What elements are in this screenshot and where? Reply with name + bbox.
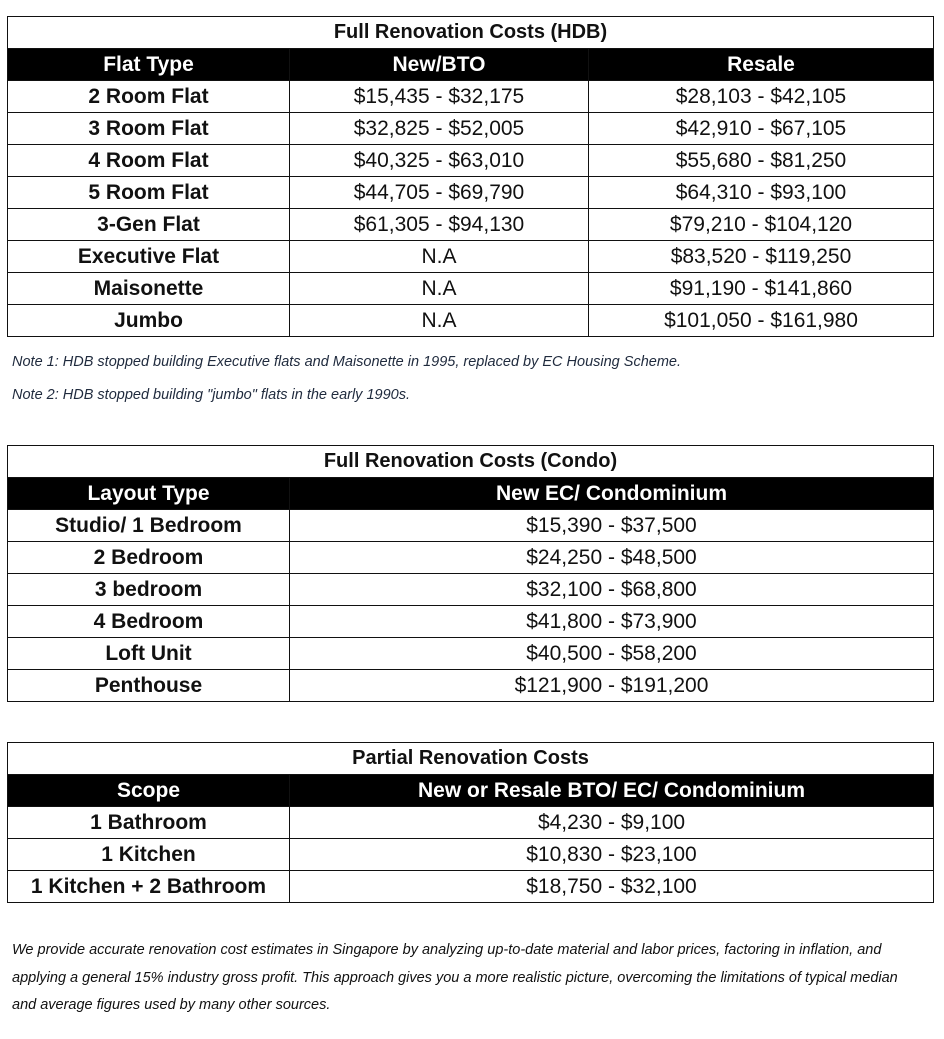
new-bto-cost-cell: $61,305 - $94,130: [290, 209, 589, 241]
scope-cell: 1 Bathroom: [8, 807, 290, 839]
resale-cost-cell: $101,050 - $161,980: [589, 305, 934, 337]
resale-cost-cell: $28,103 - $42,105: [589, 81, 934, 113]
partial-table-title: Partial Renovation Costs: [8, 743, 934, 775]
hdb-cost-table: [7, 16, 934, 337]
partial-cost-cell: $10,830 - $23,100: [290, 839, 934, 871]
condo-header-new-ec: New EC/ Condominium: [290, 478, 934, 510]
table-row: [8, 273, 934, 305]
table-row: [8, 574, 934, 606]
hdb-header-resale: Resale: [589, 49, 934, 81]
table-row: [8, 177, 934, 209]
condo-cost-table: [7, 445, 934, 702]
flat-type-cell: 3 Room Flat: [8, 113, 290, 145]
layout-type-cell: Studio/ 1 Bedroom: [8, 510, 290, 542]
new-bto-cost-cell: N.A: [290, 273, 589, 305]
new-bto-cost-cell: N.A: [290, 241, 589, 273]
partial-cost-cell: $4,230 - $9,100: [290, 807, 934, 839]
partial-cost-cell: $18,750 - $32,100: [290, 871, 934, 903]
resale-cost-cell: $79,210 - $104,120: [589, 209, 934, 241]
condo-cost-cell: $32,100 - $68,800: [290, 574, 934, 606]
new-bto-cost-cell: N.A: [290, 305, 589, 337]
condo-table-title: Full Renovation Costs (Condo): [8, 446, 934, 478]
table-row: [8, 542, 934, 574]
flat-type-cell: Jumbo: [8, 305, 290, 337]
resale-cost-cell: $55,680 - $81,250: [589, 145, 934, 177]
layout-type-cell: 4 Bedroom: [8, 606, 290, 638]
table-row: [8, 871, 934, 903]
table-row: [8, 145, 934, 177]
partial-header-scope: Scope: [8, 775, 290, 807]
hdb-note-1: Note 1: HDB stopped building Executive flats and Maisonette in 1995, replaced by EC Housing Scheme.: [12, 354, 681, 370]
new-bto-cost-cell: $32,825 - $52,005: [290, 113, 589, 145]
table-row: [8, 81, 934, 113]
table-row: [8, 839, 934, 871]
hdb-header-flat-type: Flat Type: [8, 49, 290, 81]
table-row: [8, 113, 934, 145]
resale-cost-cell: $64,310 - $93,100: [589, 177, 934, 209]
flat-type-cell: 3-Gen Flat: [8, 209, 290, 241]
condo-cost-cell: $41,800 - $73,900: [290, 606, 934, 638]
table-row: [8, 638, 934, 670]
condo-cost-cell: $40,500 - $58,200: [290, 638, 934, 670]
scope-cell: 1 Kitchen + 2 Bathroom: [8, 871, 290, 903]
table-row: [8, 305, 934, 337]
table-row: [8, 209, 934, 241]
table-row: [8, 807, 934, 839]
flat-type-cell: Maisonette: [8, 273, 290, 305]
table-row: [8, 606, 934, 638]
new-bto-cost-cell: $44,705 - $69,790: [290, 177, 589, 209]
flat-type-cell: 2 Room Flat: [8, 81, 290, 113]
partial-cost-table: [7, 742, 934, 903]
scope-cell: 1 Kitchen: [8, 839, 290, 871]
new-bto-cost-cell: $40,325 - $63,010: [290, 145, 589, 177]
table-row: [8, 670, 934, 702]
condo-cost-cell: $24,250 - $48,500: [290, 542, 934, 574]
new-bto-cost-cell: $15,435 - $32,175: [290, 81, 589, 113]
partial-header-property: New or Resale BTO/ EC/ Condominium: [290, 775, 934, 807]
resale-cost-cell: $42,910 - $67,105: [589, 113, 934, 145]
hdb-note-2: Note 2: HDB stopped building "jumbo" flats in the early 1990s.: [12, 387, 410, 403]
resale-cost-cell: $91,190 - $141,860: [589, 273, 934, 305]
resale-cost-cell: $83,520 - $119,250: [589, 241, 934, 273]
condo-cost-cell: $15,390 - $37,500: [290, 510, 934, 542]
flat-type-cell: 5 Room Flat: [8, 177, 290, 209]
layout-type-cell: 2 Bedroom: [8, 542, 290, 574]
layout-type-cell: 3 bedroom: [8, 574, 290, 606]
methodology-footnote: We provide accurate renovation cost estimates in Singapore by analyzing up-to-date material and labor prices, factoring in inflation, and applying a general 15% industry gross profit. This approach gives you a more realistic picture, overcoming the limitations of typical median and average figures used by many other sources.: [12, 942, 898, 1013]
flat-type-cell: Executive Flat: [8, 241, 290, 273]
hdb-header-new-bto: New/BTO: [290, 49, 589, 81]
layout-type-cell: Penthouse: [8, 670, 290, 702]
table-row: [8, 510, 934, 542]
condo-header-layout-type: Layout Type: [8, 478, 290, 510]
layout-type-cell: Loft Unit: [8, 638, 290, 670]
hdb-table-title: Full Renovation Costs (HDB): [8, 17, 934, 49]
condo-cost-cell: $121,900 - $191,200: [290, 670, 934, 702]
table-row: [8, 241, 934, 273]
flat-type-cell: 4 Room Flat: [8, 145, 290, 177]
